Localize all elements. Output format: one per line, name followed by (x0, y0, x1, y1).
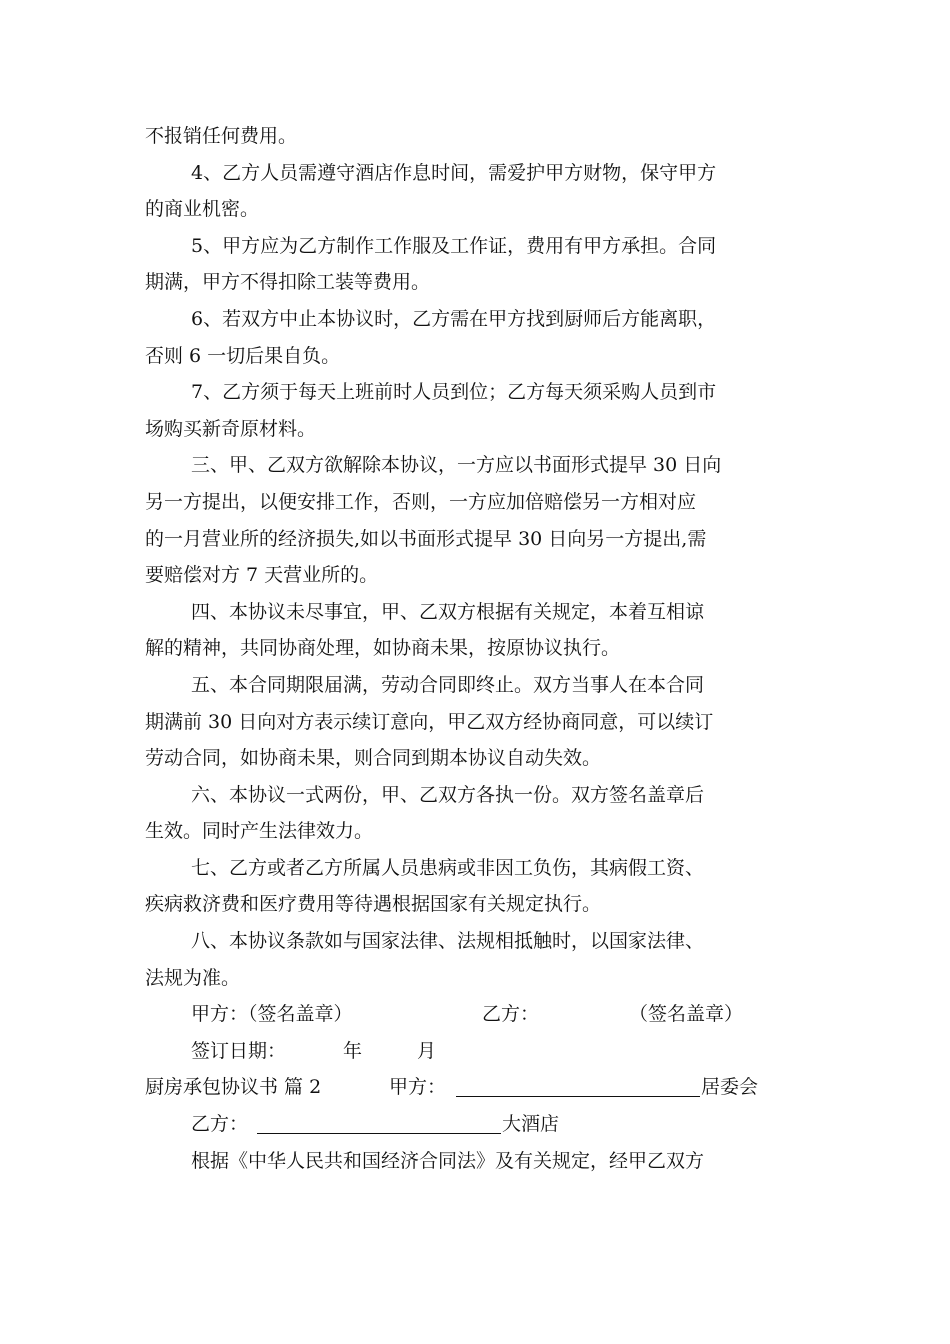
article-4-line-1: 四、本协议未尽事宜，甲、乙双方根据有关规定，本着互相谅 (191, 600, 705, 623)
article-3-line-4: 要赔偿对方 7 天营业所的。 (145, 564, 379, 587)
clause-4-line-2: 的商业机密。 (145, 198, 260, 221)
document-page (145, 118, 810, 1179)
article-8-line-1: 八、本协议条款如与国家法律、法规相抵触时，以国家法律、 (191, 930, 705, 953)
date-year: 年 (343, 1039, 363, 1062)
section-2-party-a-suffix: 居委会 (701, 1076, 759, 1099)
signature-row (145, 996, 810, 1033)
section-2-title: 厨房承包协议书 篇 2 (145, 1076, 322, 1099)
date-month: 月 (417, 1039, 437, 1062)
clause-6-line-2: 否则 6 一切后果自负。 (145, 344, 341, 367)
article-6-line-1: 六、本协议一式两份，甲、乙双方各执一份。双方签名盖章后 (191, 783, 705, 806)
party-b-blank-line (257, 1106, 501, 1143)
section-2-party-a-label: 甲方： (389, 1076, 447, 1099)
article-7-line-1: 七、乙方或者乙方所属人员患病或非因工负伤，其病假工资、 (191, 856, 705, 879)
article-3-line-2: 另一方提出，以便安排工作，否则，一方应加倍赔偿另一方相对应 (145, 490, 697, 513)
clause-5-line-1: 5、甲方应为乙方制作工作服及工作证，费用有甲方承担。合同 (191, 234, 717, 257)
article-7-line-2: 疾病救济费和医疗费用等待遇根据国家有关规定执行。 (145, 893, 602, 916)
section-2-party-b-row (145, 1106, 810, 1143)
clause-7-line-2: 场购买新奇原材料。 (145, 417, 317, 440)
clause-4-line-1: 4、乙方人员需遵守酒店作息时间，需爱护甲方财物，保守甲方 (191, 161, 717, 184)
date-label: 签订日期： (191, 1039, 287, 1062)
article-4-line-2: 解的精神，共同协商处理，如协商未果，按原协议执行。 (145, 637, 621, 660)
article-6-line-2: 生效。同时产生法律效力。 (145, 820, 374, 843)
date-row (145, 1033, 810, 1070)
article-3-line-3: 的一月营业所的经济损失,如以书面形式提早 30 日向另一方提出,需 (145, 527, 707, 550)
clause-5-line-2: 期满，甲方不得扣除工装等费用。 (145, 271, 431, 294)
clause-7-line-1: 7、乙方须于每天上班前时人员到位；乙方每天须采购人员到市 (191, 381, 717, 404)
article-3-line-1: 三、甲、乙双方欲解除本协议，一方应以书面形式提早 30 日向 (191, 454, 722, 477)
party-a-signature: 甲方：（签名盖章） (191, 1003, 353, 1026)
article-8-line-2: 法规为准。 (145, 966, 241, 989)
party-a-blank-line (456, 1069, 700, 1106)
section-2-intro: 根据《中华人民共和国经济合同法》及有关规定，经甲乙双方 (191, 1149, 705, 1172)
article-5-line-2: 期满前 30 日向对方表示续订意向，甲乙双方经协商同意，可以续订 (145, 710, 714, 733)
party-b-signature-label: 乙方： (482, 1003, 540, 1026)
section-2-party-b-suffix: 大酒店 (502, 1113, 560, 1136)
article-5-line-3: 劳动合同，如协商未果，则合同到期本协议自动失效。 (145, 747, 602, 770)
clause-6-line-1: 6、若双方中止本协议时，乙方需在甲方找到厨师后方能离职， (191, 307, 717, 330)
article-5-line-1: 五、本合同期限届满，劳动合同即终止。双方当事人在本合同 (191, 673, 705, 696)
section-2-header-row (145, 1069, 810, 1106)
party-b-seal: （签名盖章） (629, 1003, 744, 1026)
section-2-party-b-label: 乙方： (191, 1113, 249, 1136)
text-line-1: 不报销任何费用。 (145, 125, 298, 147)
